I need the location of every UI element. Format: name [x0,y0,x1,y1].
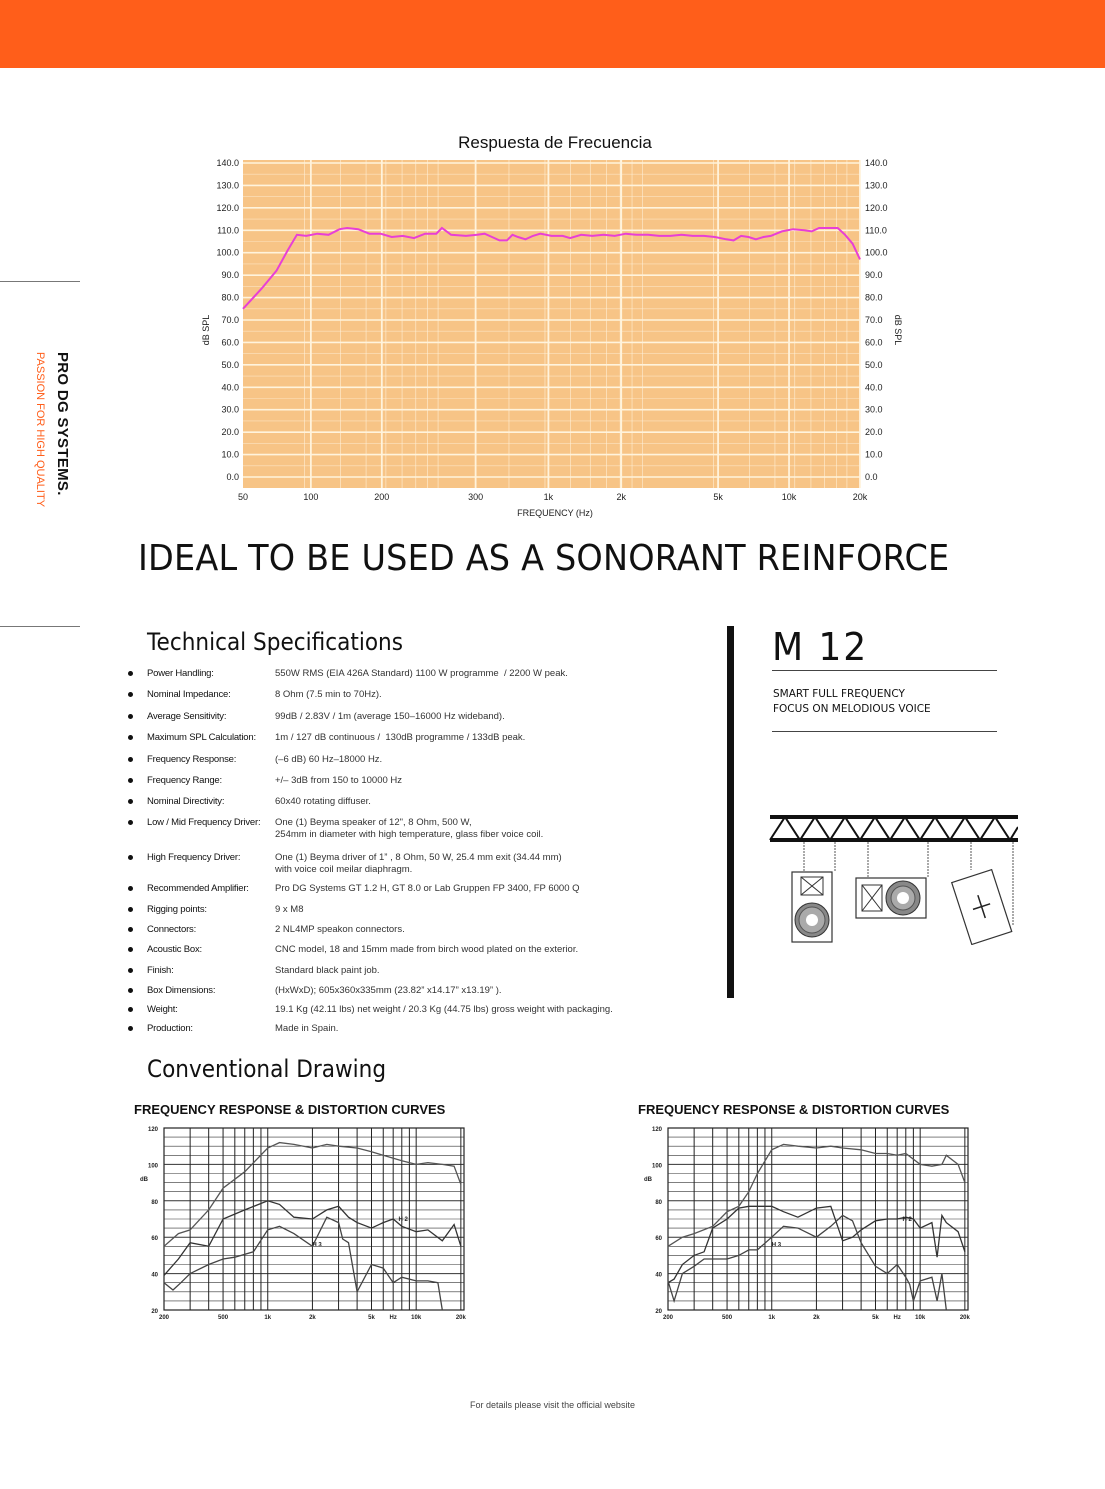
x-tick-label: 20k [852,492,868,502]
spec-value: 9 x M8 [275,904,304,915]
spec-value: 60x40 rotating diffuser. [275,796,371,807]
grid [668,1128,968,1310]
bullet-icon [128,1026,133,1031]
x-tick-label: 100 [303,492,319,502]
x-tick-label: 1k [768,1315,776,1321]
bullet-icon [128,692,133,697]
bullet-icon [128,820,133,825]
distortion-chart-title: FREQUENCY RESPONSE & DISTORTION CURVES [134,1102,446,1117]
x-tick-label: 200 [158,1315,170,1321]
spec-value: One (1) Beyma speaker of 12", 8 Ohm, 500 W, 254mm in diameter with high temperature, glass fiber voice coil. [275,817,544,840]
x-tick-label: 500 [218,1315,229,1321]
spec-label: Finish: [147,965,174,976]
y-tick-label-left: 50.0 [221,359,239,370]
y-tick-label-left: 140.0 [216,158,239,168]
x-tick-label: 10k [915,1315,926,1321]
y-tick-label: 80 [655,1199,662,1206]
y-tick-label-right: 130.0 [865,180,888,191]
y-tick-label-right: 10.0 [865,449,883,460]
y-tick-label-right: 120.0 [865,202,888,213]
spec-label: Nominal Directivity: [147,796,225,807]
vertical-accent-bar [727,626,734,998]
bullet-icon [128,947,133,952]
spec-label: Power Handling: [147,668,214,679]
model-divider-top [772,670,997,671]
spec-label: Box Dimensions: [147,985,216,996]
y-tick-label: 40 [151,1272,158,1279]
bullet-icon [128,1007,133,1012]
y-tick-label-left: 120.0 [216,202,239,213]
x-tick-label: 5k [872,1315,879,1321]
bullet-icon [128,671,133,676]
y-tick-label-left: 10.0 [221,449,239,460]
distortion-chart-right [638,1102,998,1332]
spec-value: 99dB / 2.83V / 1m (average 150–16000 Hz wideband). [275,711,505,722]
h3-label: H 3 [312,1242,322,1249]
bullet-icon [128,927,133,932]
bullet-icon [128,968,133,973]
spec-label: Rigging points: [147,904,207,915]
spec-value: Pro DG Systems GT 1.2 H, GT 8.0 or Lab Gruppen FP 3400, FP 6000 Q [275,883,580,894]
y-tick-label: 60 [151,1236,158,1243]
distortion-chart-left [134,1102,494,1332]
x-axis-label: FREQUENCY (Hz) [517,508,593,518]
y-axis-label: dB [140,1176,148,1183]
model-subtitle-line2: FOCUS ON MELODIOUS VOICE [773,703,931,715]
frequency-response-svg [195,125,915,525]
x-tick-label: Hz [389,1315,397,1321]
headline: IDEAL TO BE USED AS A SONORANT REINFORCE [138,538,950,579]
spec-value: Standard black paint job. [275,965,380,976]
y-tick-label-left: 100.0 [216,247,239,258]
side-brand [32,352,72,552]
x-tick-label: 1k [264,1315,272,1321]
y-tick-label-left: 0.0 [226,472,239,482]
model-name: M 12 [772,625,869,669]
truss-icon [770,815,1018,842]
y-axis-label: dB [644,1176,652,1183]
y-tick-label-right: 0.0 [865,472,878,482]
y-tick-label: 100 [651,1163,662,1170]
x-tick-label: 1k [543,492,554,502]
brand-name: PRO DG SYSTEMS. [54,352,71,496]
y-tick-label-right: 110.0 [865,225,887,236]
y-tick-label-right: 70.0 [865,315,883,325]
spec-label: Production: [147,1023,193,1034]
y-tick-label: 20 [151,1309,158,1315]
brand-tagline: PASSION FOR HIGH QUALITY [34,352,46,508]
spec-value: 8 Ohm (7.5 min to 70Hz). [275,689,382,700]
y-tick-label: 120 [651,1127,662,1133]
y-tick-label-right: 60.0 [865,337,883,348]
rigging-svg [768,815,1018,945]
x-tick-label: 200 [374,492,390,502]
model-subtitle-line1: SMART FULL FREQUENCY [773,688,905,700]
x-tick-label: 2k [309,1315,316,1321]
bullet-icon [128,855,133,860]
footer-note: For details please visit the official website [470,1400,635,1410]
spec-label: Weight: [147,1004,178,1015]
y-tick-label-right: 90.0 [865,270,883,281]
top-brand-bar [0,0,1105,68]
spec-value: Made in Spain. [275,1023,339,1034]
x-tick-label: 500 [722,1315,733,1321]
bullet-icon [128,907,133,912]
x-tick-label: 10k [781,492,797,502]
bullet-icon [128,988,133,993]
speaker-horizontal-icon [856,878,926,918]
y-axis-label-right: dB SPL [893,314,903,346]
specs-title: Technical Specifications [147,628,403,656]
spec-value: 1m / 127 dB continuous / 130dB programme / 133dB peak. [275,732,526,743]
x-tick-label: 300 [468,492,484,502]
y-tick-label-right: 100.0 [865,247,888,258]
spec-label: High Frequency Driver: [147,852,241,863]
y-tick-label-left: 70.0 [221,315,239,325]
y-tick-label-left: 60.0 [221,337,239,348]
spec-label: Connectors: [147,924,197,935]
bullet-icon [128,714,133,719]
bullet-icon [128,886,133,891]
y-tick-label-right: 20.0 [865,427,883,438]
side-divider-top [0,281,80,282]
speaker-tilted-icon [952,870,1012,945]
spec-value: 19.1 Kg (42.11 lbs) net weight / 20.3 Kg (44.75 lbs) gross weight with packaging. [275,1004,613,1015]
x-tick-label: 10k [411,1315,422,1321]
bullet-icon [128,757,133,762]
y-tick-label-right: 140.0 [865,158,888,168]
x-tick-label: 50 [237,492,249,502]
y-axis-label-left: dB SPL [201,314,211,346]
x-tick-label: 2k [813,1315,820,1321]
spec-label: Average Sensitivity: [147,711,227,722]
y-tick-label-right: 80.0 [865,292,883,303]
frequency-response-chart [195,125,915,525]
x-tick-label: Hz [893,1315,901,1321]
spec-value: +/– 3dB from 150 to 10000 Hz [275,775,403,786]
rigging-illustration [768,815,1018,945]
y-tick-label: 120 [147,1127,158,1133]
spec-value: 2 NL4MP speakon connectors. [275,924,405,935]
spec-label: Nominal Impedance: [147,689,231,700]
y-tick-label: 80 [151,1199,158,1206]
spec-value: (HxWxD); 605x360x335mm (23.82” x14.17” x13.19” ). [275,985,502,996]
y-tick-label: 60 [655,1236,662,1243]
spec-value: CNC model, 18 and 15mm made from birch wood plated on the exterior. [275,944,579,955]
distortion-chart-title: FREQUENCY RESPONSE & DISTORTION CURVES [638,1102,950,1117]
spec-label: Maximum SPL Calculation: [147,732,256,743]
spec-label: Acoustic Box: [147,944,202,955]
x-tick-label: 20k [959,1315,970,1321]
drawing-title: Conventional Drawing [147,1055,387,1083]
h2-label: H 2 [902,1216,912,1223]
bullet-icon [128,799,133,804]
spec-label: Frequency Range: [147,775,222,786]
y-tick-label-right: 40.0 [865,382,883,393]
distortion-chart-svg [638,1124,998,1344]
spec-label: Frequency Response: [147,754,237,765]
y-tick-label: 20 [655,1309,662,1315]
x-tick-label: 20k [455,1315,466,1321]
y-tick-label-left: 30.0 [221,404,239,415]
y-tick-label: 40 [655,1272,662,1279]
y-tick-label-left: 20.0 [221,427,239,438]
bullet-icon [128,778,133,783]
side-divider-bottom [0,626,80,627]
h3-label: H 3 [771,1242,782,1249]
spec-value: 550W RMS (EIA 426A Standard) 1100 W programme / 2200 W peak. [275,668,568,679]
y-tick-label-left: 90.0 [221,270,239,281]
spec-value: (–6 dB) 60 Hz–18000 Hz. [275,754,383,765]
plot-area [243,160,860,488]
bullet-icon [128,735,133,740]
y-tick-label-right: 30.0 [865,404,883,415]
y-tick-label: 100 [147,1163,158,1170]
y-tick-label-left: 80.0 [221,292,239,303]
speaker-vertical-icon [792,872,832,942]
spec-label: Low / Mid Frequency Driver: [147,817,261,828]
spec-value: One (1) Beyma driver of 1” , 8 Ohm, 50 W, 25.4 mm exit (34.44 mm) with voice coil meilar diaphragm. [275,852,562,875]
x-tick-label: 5k [368,1315,375,1321]
spec-label: Recommended Amplifier: [147,883,249,894]
y-tick-label-left: 40.0 [221,382,239,393]
y-tick-label-right: 50.0 [865,359,883,370]
y-tick-label-left: 110.0 [217,225,239,236]
y-tick-label-left: 130.0 [216,180,239,191]
grid [164,1128,464,1310]
x-tick-label: 5k [713,492,723,502]
model-subtitle [773,687,931,717]
model-divider-bottom [772,731,997,732]
x-tick-label: 2k [616,492,626,502]
h2-label: H 2 [398,1216,408,1223]
distortion-chart-svg [134,1124,494,1344]
x-tick-label: 200 [662,1315,674,1321]
chart-title: Respuesta de Frecuencia [458,133,652,152]
